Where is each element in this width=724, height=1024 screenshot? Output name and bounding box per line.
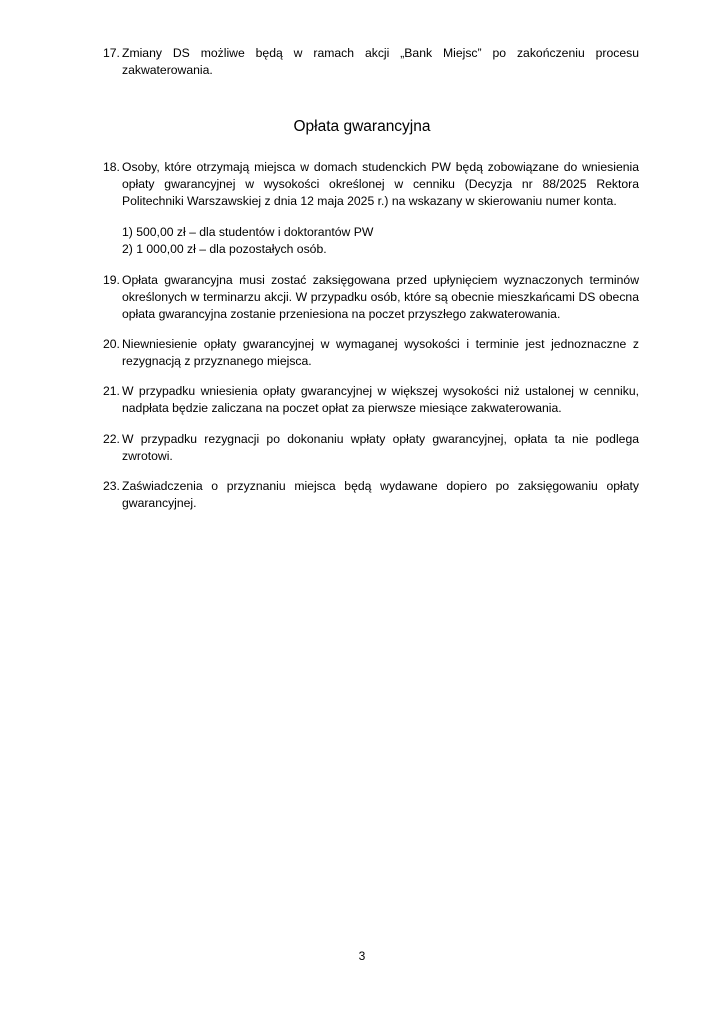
list-item-21	[103, 383, 639, 417]
item-number: 19.	[103, 273, 120, 287]
list-item-22	[103, 431, 639, 465]
fee-item-others: 2) 1 000,00 zł – dla pozostałych osób.	[122, 242, 327, 256]
list-item-17	[103, 45, 639, 79]
item-number: 17.	[103, 46, 120, 60]
item-number: 21.	[103, 384, 120, 398]
item-number: 20.	[103, 337, 120, 351]
item-text: Zaświadczenia o przyznaniu miejsca będą wydawane dopiero po zaksięgowaniu opłaty gwarancyjnej.	[122, 479, 639, 510]
item-number: 23.	[103, 479, 120, 493]
item-text: Niewniesienie opłaty gwarancyjnej w wymaganej wysokości i terminie jest jednoznaczne z rezygnacją z przyznanego miejsca.	[122, 337, 639, 368]
page-number: 3	[358, 949, 366, 963]
fee-item-students: 1) 500,00 zł – dla studentów i doktorantów PW	[122, 225, 374, 239]
item-text: Zmiany DS możliwe będą w ramach akcji „Bank Miejsc” po zakończeniu procesu zakwaterowania.	[122, 46, 639, 77]
list-item-18	[103, 159, 639, 210]
fee-list	[122, 224, 622, 258]
item-number: 18.	[103, 160, 120, 174]
item-text: Opłata gwarancyjna musi zostać zaksięgowana przed upłynięciem wyznaczonych terminów określonych w terminarzu akcji. W przypadku osób, które są obecnie mieszkańcami DS obecna opłata gwarancyjna zostanie przeniesiona na poczet przyszłego zakwaterowania.	[122, 273, 639, 321]
item-text: Osoby, które otrzymają miejsca w domach studenckich PW będą zobowiązane do wniesienia opłaty gwarancyjnej w wysokości określonej w cenniku (Decyzja nr 88/2025 Rektora Politechniki Warszawskiej z dnia 12 maja 2025 r.) na wskazany w skierowaniu numer konta.	[122, 160, 639, 208]
list-item-19	[103, 272, 639, 323]
list-item-23	[103, 478, 639, 512]
section-heading: Opłata gwarancyjna	[293, 118, 431, 135]
item-text: W przypadku rezygnacji po dokonaniu wpłaty opłaty gwarancyjnej, opłata ta nie podlega zwrotowi.	[122, 432, 639, 463]
item-text: W przypadku wniesienia opłaty gwarancyjnej w większej wysokości niż ustalonej w cenniku, nadpłata będzie zaliczana na poczet opłat za pierwsze miesiące zakwaterowania.	[122, 384, 639, 415]
list-item-20	[103, 336, 639, 370]
item-number: 22.	[103, 432, 120, 446]
